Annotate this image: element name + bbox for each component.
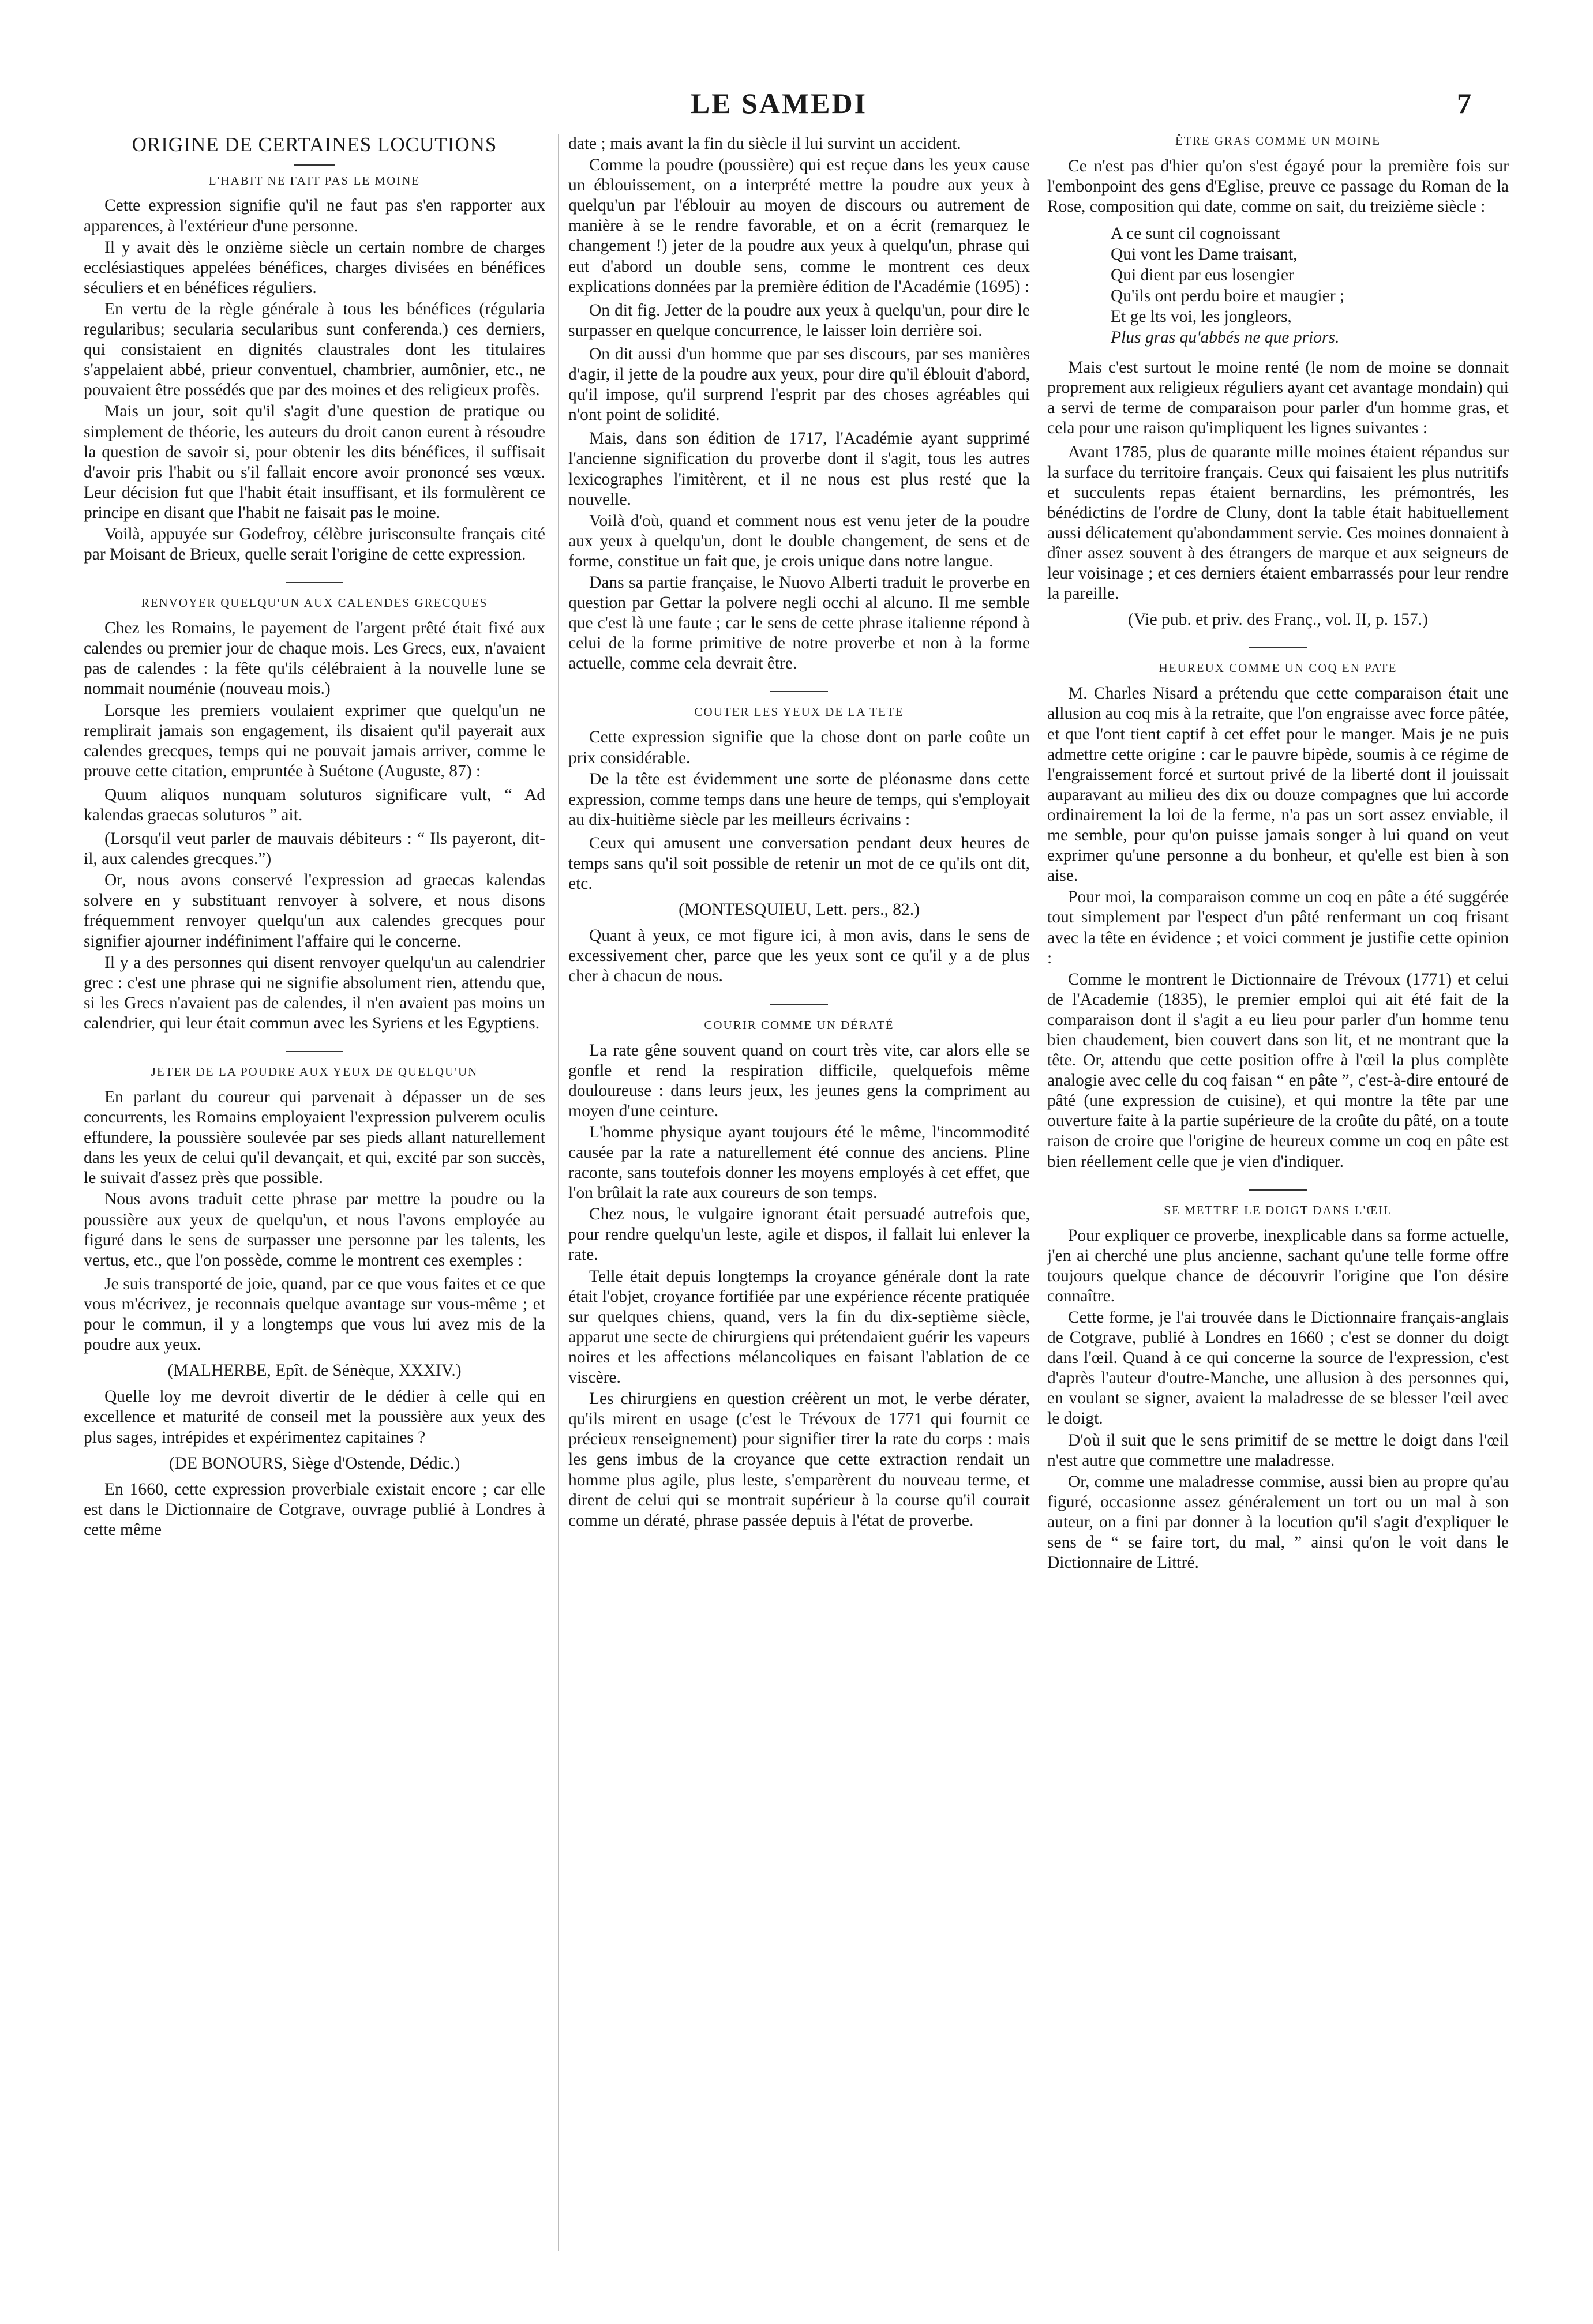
paragraph: (Lorsqu'il veut parler de mauvais débiteurs : “ Ils payeront, dit-il, aux calendes grecques.”) <box>84 829 545 869</box>
paragraph: M. Charles Nisard a prétendu que cette comparaison était une allusion au coq mis à la retraite, que l'on engraisse avec force pâtée, et que l'ont tient captif à cet effet pour le manger. Mais je ne puis admettre cette origine : car le pauvre bipède, soumis à ce régime de l'engraissement forcé et surtout privé de la liberté dont il jouissait auparavant au milieu des dix ou douze compagnes que lui accorde ordinairement la loi de la ferme, n'a pas un sort assez enviable, il me semble, pour qu'on puisse jamais songer à lui quand on veut exprimer qu'une personne a du bonheur, et qu'elle est bien à son aise. <box>1047 684 1509 885</box>
paragraph: Comme la poudre (poussière) qui est reçue dans les yeux cause un éblouissement, on a interprété mettre la poudre aux yeux à quelqu'un par l'éblouir au moyen de discours ou autrement de manière à se le rendre favorable, et on a écrit (remarquez le changement !) jeter de la poudre aux yeux à quelqu'un, phrase qui eut d'abord un double sens, comme le montrent ces deux explications données par la première édition de l'Académie (1695) : <box>568 156 1030 296</box>
paragraph: Pour expliquer ce proverbe, inexplicable dans sa forme actuelle, j'en ai cherché une plus ancienne, sachant qu'une telle forme offre toujours quelque chance de découvrir l'origine que l'on désire connaître. <box>1047 1226 1509 1305</box>
verse-line: Qu'ils ont perdu boire et maugier ; <box>1111 287 1345 306</box>
paragraph: En vertu de la règle générale à tous les bénéfices (régularia regularibus; secularia secularibus sunt conferenda.) ces derniers, qui consistaient en dignités claustrales dont les titulaires s'appelaient abbé, prieur conventuel, chambrier, aumônier, etc., ne pouvaient être possédés que par des moines et des religieux profès. <box>84 299 545 400</box>
section-title: COURIR COMME UN DÉRATÉ <box>704 1018 894 1032</box>
verse-line: Et ge lts voi, les jongleors, <box>1111 307 1292 326</box>
article-title: ORIGINE DE CERTAINES LOCUTIONS <box>132 133 497 156</box>
paragraph: Chez les Romains, le payement de l'argent prêté était fixé aux calendes ou premier jour de chaque mois. Les Grecs, eux, n'avaient pas de calendes : la fête qu'ils célébraient à la nouvelle lune se nommait nouménie (nouveau mois.) <box>84 619 545 699</box>
section-divider <box>770 1004 828 1005</box>
section-divider <box>286 582 343 583</box>
paragraph: En 1660, cette expression proverbiale existait encore ; car elle est dans le Dictionnaire de Cotgrave, ouvrage publié à Londres à cette même <box>84 1480 545 1539</box>
page-number: 7 <box>1457 87 1471 119</box>
citation: (Vie pub. et priv. des Franç., vol. II, p. 157.) <box>1128 610 1428 629</box>
quotation: Je suis transporté de joie, quand, par ce que vous faites et ce que vous m'écrivez, je reconnais quelque avantage sur vous-même ; et pour le commun, il y a longtemps que vous lui avez mis de la poudre aux yeux. <box>84 1274 545 1354</box>
column-right <box>1047 134 1509 1574</box>
citation: (MONTESQUIEU, Lett. pers., 82.) <box>679 900 920 919</box>
publication-title: LE SAMEDI <box>690 87 868 119</box>
paragraph: Lorsque les premiers voulaient exprimer que quelqu'un ne remplirait jamais son engagement, ils disaient qu'il payerait aux calendes grecques, temps qui ne pouvait jamais arriver, comme le prouve cette citation, empruntée à Suétone (Auguste, 87) : <box>84 701 545 780</box>
paragraph: L'homme physique ayant toujours été le même, l'incommodité causée par la rate a naturellement été connue des anciens. Pline raconte, sans toutefois donner les moyens employés à cet effet, que l'on brûlait la rate aux coureurs de son temps. <box>568 1122 1030 1203</box>
paragraph: D'où il suit que le sens primitif de se mettre le doigt dans l'œil n'est autre que commettre une maladresse. <box>1047 1431 1509 1470</box>
rule <box>294 164 335 166</box>
quotation: Avant 1785, plus de quarante mille moines étaient répandus sur la surface du territoire français. Ceux qui faisaient les plus nutritifs et succulents repas étaient bernardins, les prémontrés, les bénédictins de l'ordre de Cluny, dont la table était habituellement aussi délicatement qu'abondamment servie. Ces moines donnaient à dîner assez souvent à des étrangers de marque et aux seigneurs de leur voisinage ; et ces derniers étaient embarrassés pour leur rendre la pareille. <box>1047 442 1509 603</box>
section-divider <box>1249 647 1307 648</box>
paragraph: Chez nous, le vulgaire ignorant était persuadé autrefois que, pour rendre quelqu'un leste, agile et dispos, il fallait lui enlever la rate. <box>568 1205 1030 1264</box>
verse-line: A ce sunt cil cognoissant <box>1111 224 1280 243</box>
paragraph: Mais, dans son édition de 1717, l'Académie ayant supprimé l'ancienne signification du proverbe dont il s'agit, tous les autres lexicographes l'imitèrent, et il ne nous est plus resté que la nouvelle. <box>568 429 1030 509</box>
verse-line: Plus gras qu'abbés ne que priors. <box>1111 328 1340 347</box>
paragraph: Mais un jour, soit qu'il s'agit d'une question de pratique ou simplement de théorie, les auteurs du droit canon eurent à résoudre la question de savoir si, pour obtenir les dits bénéfices, il suffisait d'avoir pris l'habit ou s'il fallait encore avoir prononcé ses vœux. Leur décision fut que l'habit était insuffisant, et ils formulèrent ce principe en disant que l'habit ne faisait pas le moine. <box>84 402 545 522</box>
citation: (DE BONOURS, Siège d'Ostende, Dédic.) <box>168 1454 460 1473</box>
section-title: RENVOYER QUELQU'UN AUX CALENDES GRECQUES <box>141 596 488 610</box>
section-divider <box>1249 1189 1307 1191</box>
paragraph: Comme le montrent le Dictionnaire de Trévoux (1771) et celui de l'Academie (1835), le premier emploi qui ait été fait de la comparaison dont il s'agit a eu lieu pour parler d'un homme tenu bien chaudement, bien couvert dans son lit, et ne montrant que la tête. Or, attendu que cette position offre à l'œil la plus complète analogie avec celle du coq faisan “ en pâte ”, c'est-à-dire entouré de pâté (une expression de cuisine), et qui montre la tête par une ouverture faite à la partie supérieure de la croûte du pâté, on a toute raison de croire que l'origine de heureux comme un coq en pâte est bien réellement celle que je vien d'indiquer. <box>1047 970 1509 1171</box>
section-title: L'HABIT NE FAIT PAS LE MOINE <box>208 173 421 187</box>
quotation: On dit fig. Jetter de la poudre aux yeux à quelqu'un, pour dire le surpasser en quelque concurrence, le laisser loin derrière soi. <box>568 301 1030 340</box>
paragraph: Pour moi, la comparaison comme un coq en pâte a été suggérée tout simplement par l'espect d'un pâté renfermant un coq frisant avec la tête en évidence ; et voici comment je justifie cette opinion : <box>1047 888 1509 967</box>
section-divider <box>770 691 828 692</box>
quotation: On dit aussi d'un homme que par ses discours, par ses manières d'agir, il jette de la poudre aux yeux, pour dire qu'il éblouit d'abord, qu'il impose, qu'il surprend l'esprit par des choses agréables qui n'ont point de solidité. <box>568 344 1030 425</box>
paragraph: Mais c'est surtout le moine renté (le nom de moine se donnait proprement aux religieux réguliers ayant cet avantage mondain) qui a servi de terme de comparaison pour parler d'un homme gras, et cela pour une raison qu'impliquent les lignes suivantes : <box>1047 358 1509 438</box>
paragraph: Telle était depuis longtemps la croyance générale dont la rate était l'objet, croyance fortifiée par une expérience récente pratiquée sur quelques chiens, quand, vers la fin du dix-septième siècle, apparut une secte de chirurgiens qui prétendaient guérir les vapeurs noires et les affections mélancoliques en faisant l'ablation de ce viscère. <box>568 1267 1030 1387</box>
paragraph: Or, comme une maladresse commise, aussi bien au propre qu'au figuré, occasionne assez généralement un tort ou un mal à son auteur, on a fini par donner à la locution qu'il s'agit d'expliquer le sens de “ se faire tort, du mal, ” ainsi qu'on le voit dans le Dictionnaire de Littré. <box>1047 1472 1509 1572</box>
section-divider <box>286 1051 343 1052</box>
paragraph: Cette expression signifie que la chose dont on parle coûte un prix considérable. <box>568 728 1030 767</box>
paragraph: Cette expression signifie qu'il ne faut pas s'en rapporter aux apparences, à l'extérieur d'une personne. <box>84 196 545 235</box>
paragraph: Voilà d'où, quand et comment nous est venu jeter de la poudre aux yeux à quelqu'un, dont le double changement, de sens et de forme, constitue un fait que, je crois unique dans notre langue. <box>568 511 1030 570</box>
paragraph: Les chirurgiens en question créèrent un mot, le verbe dérater, qu'ils mirent en usage (c'est le Trévoux de 1771 qui fournit ce précieux renseignement) pour signifier tirer la rate du corps : mais les gens imbus de la croyance que cette extraction rendait un homme plus agile, plus leste, s'emparèrent du nouveau terme, et dirent de celui qui se montrait supérieur à la course qu'il courait comme un dératé, phrase passée depuis à l'état de proverbe. <box>568 1390 1030 1530</box>
paragraph: Cette forme, je l'ai trouvée dans le Dictionnaire français-anglais de Cotgrave, publié à Londres en 1660 ; c'est se donner du doigt dans l'œil. Quand à ce qui concerne la source de l'expression, c'est d'après l'auteur d'outre-Manche, une allusion à des personnes qui, en voulant se signer, avaient la maladresse de se blesser l'œil avec le doigt. <box>1047 1308 1509 1428</box>
verse-quotation <box>1111 224 1509 348</box>
paragraph: Quant à yeux, ce mot figure ici, à mon avis, dans le sens de excessivement cher, parce que les yeux sont ce qu'il y a de plus cher à chacun de nous. <box>568 926 1030 986</box>
paragraph: Voilà, appuyée sur Godefroy, célèbre jurisconsulte français cité par Moisant de Brieux, quelle serait l'origine de cette expression. <box>84 524 545 564</box>
section-title: COUTER LES YEUX DE LA TETE <box>694 705 904 719</box>
paragraph: date ; mais avant la fin du siècle il lui survint un accident. <box>568 134 961 153</box>
paragraph: Nous avons traduit cette phrase par mettre la poudre ou la poussière aux yeux de quelqu'un, et nous l'avons employée au figuré dans le sens de surpasser une personne par les talents, les vertus, etc., que l'on possède, comme le montrent ces exemples : <box>84 1190 545 1270</box>
quotation: Ceux qui amusent une conversation pendant deux heures de temps sans qu'il soit possible de retenir un mot de ce qu'ils ont dit, etc. <box>568 834 1030 893</box>
masthead <box>87 87 1471 127</box>
verse-line: Qui vont les Dame traisant, <box>1111 245 1298 264</box>
paragraph: En parlant du coureur qui parvenait à dépasser un de ses concurrents, les Romains employaient l'expression pulverem oculis effundere, la poussière soulevée par ses pieds allant naturellement dans les yeux de celui qu'il devançait, et qui, excité par son succès, le suivait d'assez près que possible. <box>84 1088 545 1188</box>
section-title: SE METTRE LE DOIGT DANS L'ŒIL <box>1164 1203 1392 1217</box>
paragraph: De la tête est évidemment une sorte de pléonasme dans cette expression, comme temps dans une heure de temps, qui s'employait au dix-huitième siècle par les meilleurs écrivains : <box>568 769 1030 829</box>
section-title: JETER DE LA POUDRE AUX YEUX DE QUELQU'UN <box>151 1065 478 1079</box>
verse-line: Qui dient par eus losengier <box>1111 266 1294 285</box>
column-divider <box>558 134 559 2251</box>
column-left <box>84 134 545 1541</box>
paragraph: Or, nous avons conservé l'expression ad graecas kalendas solvere en y substituant renvoyer à solvere, et nous disons fréquemment renvoyer quelqu'un aux calendes grecques pour signifier ajourner indéfiniment l'affaire qui le concerne. <box>84 871 545 951</box>
quotation: Quelle loy me devroit divertir de le dédier à celle qui en excellence et maturité de conseil met la poussière aux yeux des plus sages, intrépides et expérimentez capitaines ? <box>84 1387 545 1447</box>
section-title: HEUREUX COMME UN COQ EN PATE <box>1159 661 1397 675</box>
paragraph: La rate gêne souvent quand on court très vite, car alors elle se gonfle et rend la respiration difficile, quelquefois même douloureuse : dans leurs jeux, les jeunes gens la compriment au moyen d'une ceinture. <box>568 1041 1030 1120</box>
paragraph: Ce n'est pas d'hier qu'on s'est égayé pour la première fois sur l'embonpoint des gens d'Eglise, preuve ce passage du Roman de la Rose, composition qui date, comme on sait, du treizième siècle : <box>1047 156 1509 216</box>
section-title: ÊTRE GRAS COMME UN MOINE <box>1175 134 1381 148</box>
column-middle <box>568 134 1030 1532</box>
paragraph: Dans sa partie française, le Nuovo Alberti traduit le proverbe en question par Gettar la polvere negli occhi al alcuno. Il me semble que c'est là une faute ; car le sens de cette phrase italienne répond à celui de la forme primitive de notre proverbe et non à la forme actuelle, comme cela devrait être. <box>568 573 1030 673</box>
paragraph: Il y avait dès le onzième siècle un certain nombre de charges ecclésiastiques appelées bénéfices, charges divisées en bénéfices séculiers et en bénéfices réguliers. <box>84 238 545 297</box>
paragraph: Il y a des personnes qui disent renvoyer quelqu'un au calendrier grec : c'est une phrase qui ne signifie absolument rien, attendu que, si les Grecs n'avaient pas de calendes, il n'en avaient pas moins un calendrier, qui leur était commun avec les Syriens et les Egyptiens. <box>84 953 545 1033</box>
quotation: Quum aliquos nunquam soluturos significare vult, “ Ad kalendas graecas soluturos ” ait. <box>84 785 545 824</box>
citation: (MALHERBE, Epît. de Sénèque, XXXIV.) <box>167 1361 462 1380</box>
